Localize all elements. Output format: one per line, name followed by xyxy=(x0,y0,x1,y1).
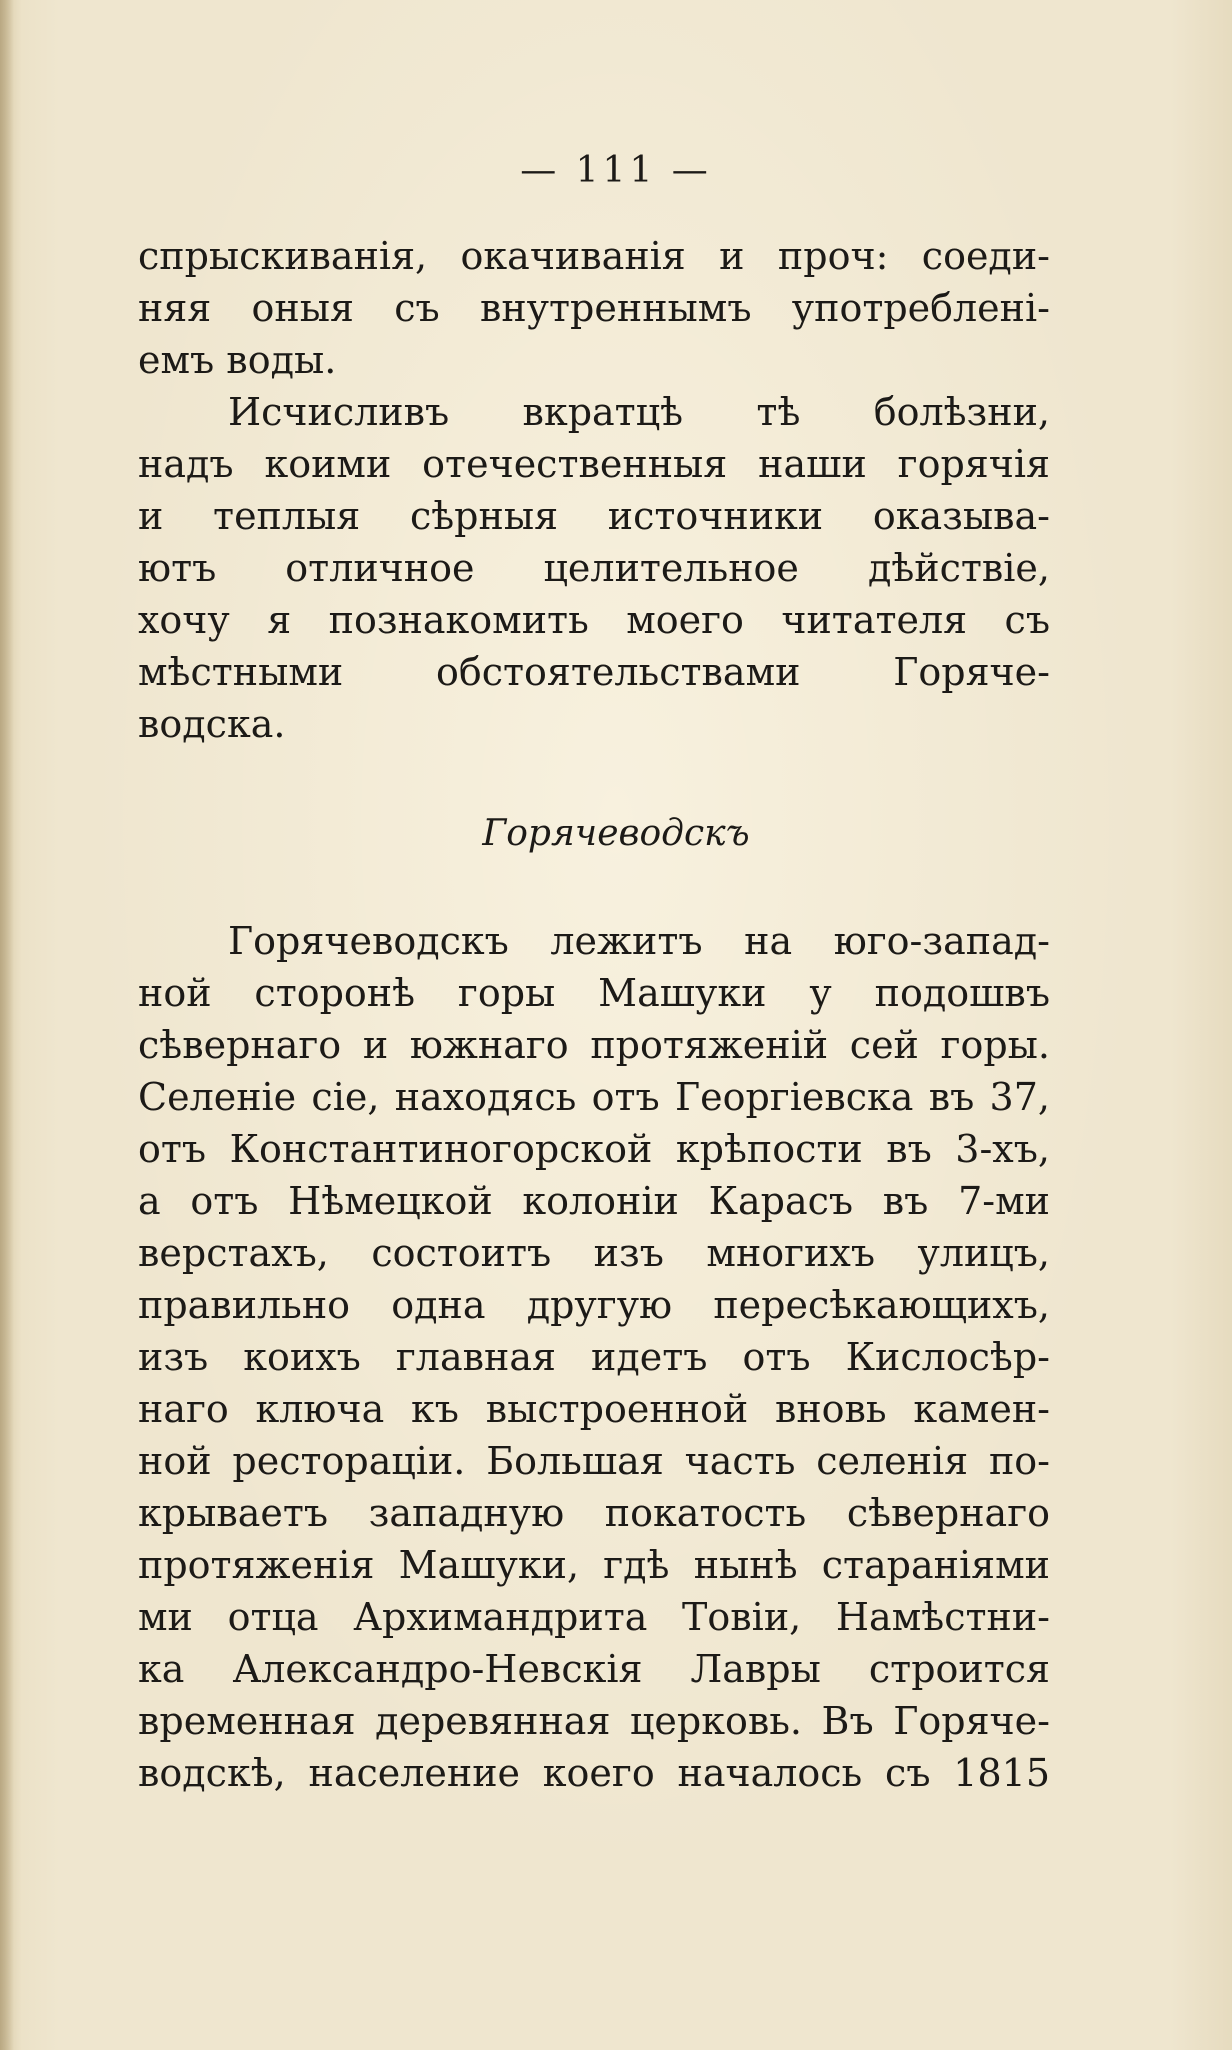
text-line: ка Александро-Невскія Лавры строится xyxy=(138,1647,1050,1691)
text-line: наго ключа къ выстроенной вновь камен- xyxy=(138,1387,1050,1431)
text-line: протяженія Машуки, гдѣ нынѣ стараніями xyxy=(138,1543,1050,1587)
text-line: няя оныя съ внутреннымъ употреблені- xyxy=(138,286,1050,330)
text-line: спрыскиванія, окачиванія и проч: соеди- xyxy=(138,234,1050,278)
page-spine-shadow xyxy=(0,0,14,2050)
text-line: водскѣ, население коего началось съ 1815 xyxy=(138,1751,1050,1795)
text-line: сѣвернаго и южнаго протяженій сей горы. xyxy=(138,1023,1050,1067)
text-line: ной сторонѣ горы Машуки у подошвъ xyxy=(138,971,1050,1015)
text-line: ютъ отличное целительное дѣйствіе, xyxy=(138,546,1050,590)
text-line: мѣстными обстоятельствами Горяче- xyxy=(138,650,1050,694)
text-line: отъ Константиногорской крѣпости въ 3-хъ, xyxy=(138,1127,1050,1171)
text-line: хочу я познакомить моего читателя съ xyxy=(138,598,1050,642)
text-line: Горячеводскъ лежитъ на юго-запад- xyxy=(228,919,1050,963)
text-line: а отъ Нѣмецкой колоніи Карасъ въ 7-ми xyxy=(138,1179,1050,1223)
text-line: ной ресторацiи. Большая часть селенія по- xyxy=(138,1439,1050,1483)
text-line: крываетъ западную покатость сѣвернаго xyxy=(138,1491,1050,1535)
text-line: ми отца Архимандрита Товіи, Намѣстни- xyxy=(138,1595,1050,1639)
text-line: изъ коихъ главная идетъ отъ Кислосѣр- xyxy=(138,1335,1050,1379)
text-line: емъ воды. xyxy=(138,338,337,382)
running-head-page-number: — 111 — xyxy=(520,150,712,191)
section-heading: Горячеводскъ xyxy=(482,813,750,854)
text-line: правильно одна другую пересѣкающихъ, xyxy=(138,1283,1050,1327)
text-line: водска. xyxy=(138,702,286,746)
text-line: Исчисливъ вкратцѣ тѣ болѣзни, xyxy=(228,390,1050,434)
text-line: Селеніе сіе, находясь отъ Георгіевска въ 37, xyxy=(138,1075,1050,1119)
text-line: временная деревянная церковь. Въ Горяче- xyxy=(138,1699,1050,1743)
text-line: верстахъ, состоитъ изъ многихъ улицъ, xyxy=(138,1231,1050,1275)
text-line: и теплыя сѣрныя источники оказыва- xyxy=(138,494,1050,538)
text-line: надъ коими отечественныя наши горячія xyxy=(138,442,1050,486)
